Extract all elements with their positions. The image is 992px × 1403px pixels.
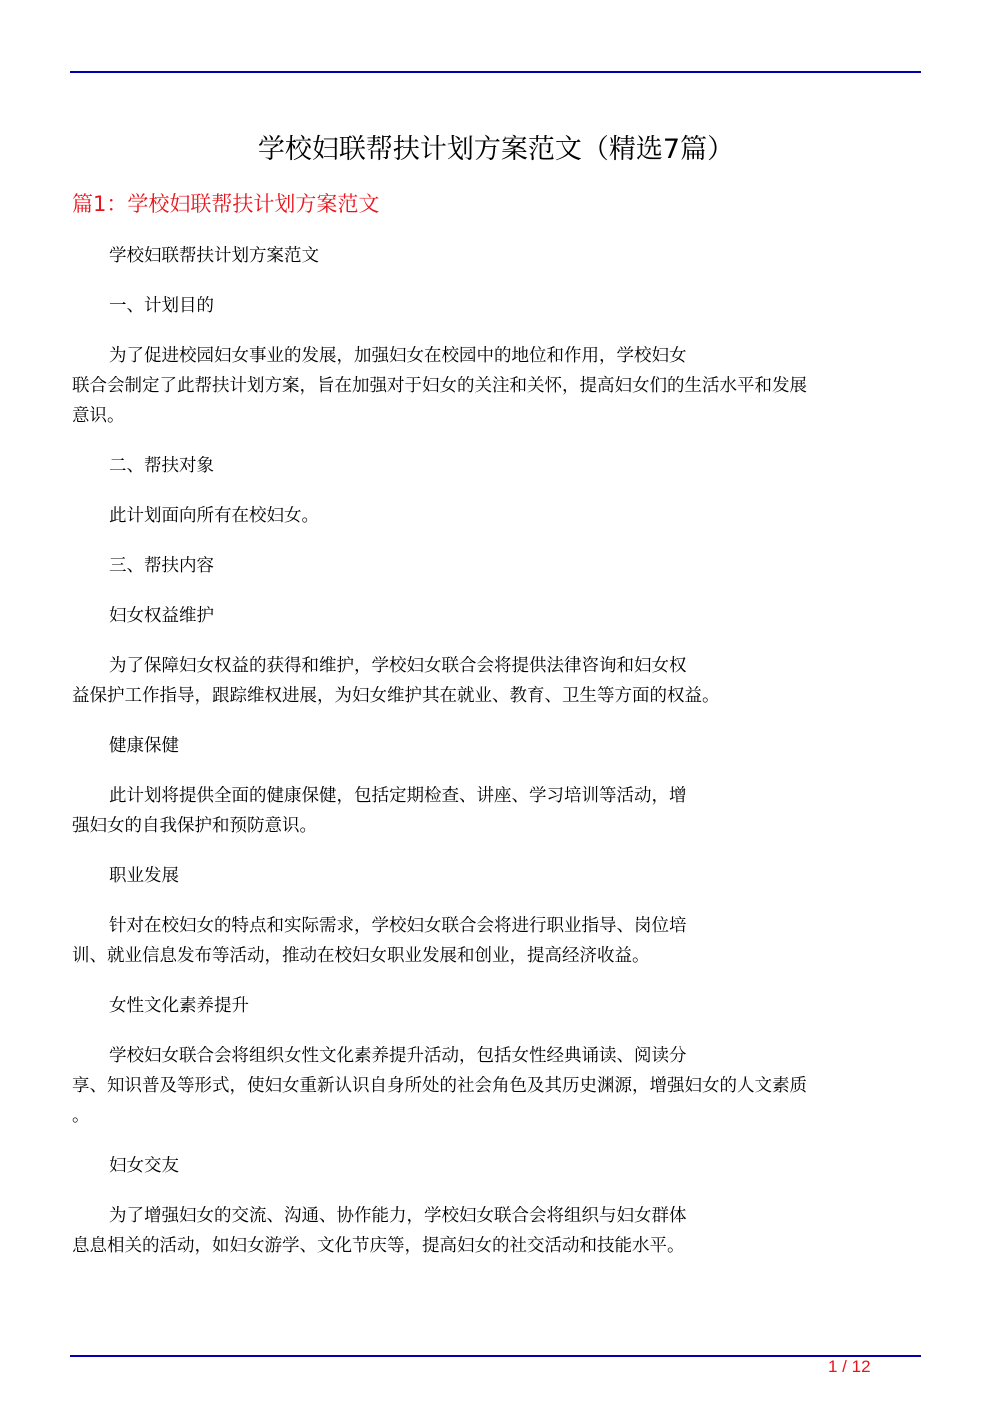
text-line: 意识。 [72, 406, 125, 426]
text-line: 妇女交友 [109, 1156, 179, 1176]
text-line: 息息相关的活动，如妇女游学、文化节庆等，提高妇女的社交活动和技能水平。 [72, 1236, 685, 1256]
text-line: 为了保障妇女权益的获得和维护，学校妇女联合会将提供法律咨询和妇女权 [109, 656, 687, 676]
text-line: 为了增强妇女的交流、沟通、协作能力，学校妇女联合会将组织与妇女群体 [109, 1206, 687, 1226]
top-rule [70, 71, 921, 73]
text-line: 健康保健 [109, 736, 179, 756]
document-title: 学校妇联帮扶计划方案范文（精选7篇） [257, 134, 735, 165]
text-line: 训、就业信息发布等活动，推动在校妇女职业发展和创业，提高经济收益。 [72, 946, 650, 966]
page-number: 1 / 12 [828, 1357, 871, 1376]
text-line: 妇女权益维护 [109, 606, 214, 626]
text-line: 一、计划目的 [109, 296, 214, 316]
section-heading: 篇1：学校妇联帮扶计划方案范文 [72, 192, 380, 216]
text-line: 益保护工作指导，跟踪维权进展，为妇女维护其在就业、教育、卫生等方面的权益。 [72, 686, 720, 706]
text-line: 二、帮扶对象 [109, 456, 214, 476]
text-line: 此计划面向所有在校妇女。 [109, 506, 319, 526]
text-line: 为了促进校园妇女事业的发展，加强妇女在校园中的地位和作用，学校妇女 [109, 346, 687, 366]
text-line: 学校妇联帮扶计划方案范文 [109, 246, 319, 266]
text-line: 针对在校妇女的特点和实际需求，学校妇女联合会将进行职业指导、岗位培 [109, 916, 687, 936]
text-line: 联合会制定了此帮扶计划方案，旨在加强对于妇女的关注和关怀，提高妇女们的生活水平和发展 [72, 376, 807, 396]
text-line: 三、帮扶内容 [109, 556, 214, 576]
text-line: 此计划将提供全面的健康保健，包括定期检查、讲座、学习培训等活动，增 [109, 786, 687, 806]
text-line: 强妇女的自我保护和预防意识。 [72, 816, 317, 836]
text-line: 。 [72, 1106, 90, 1126]
text-line: 职业发展 [109, 866, 179, 886]
bottom-rule [70, 1355, 921, 1357]
text-line: 女性文化素养提升 [109, 996, 249, 1016]
text-line: 享、知识普及等形式，使妇女重新认识自身所处的社会角色及其历史渊源，增强妇女的人文素质 [72, 1076, 807, 1096]
text-line: 学校妇女联合会将组织女性文化素养提升活动，包括女性经典诵读、阅读分 [109, 1046, 687, 1066]
